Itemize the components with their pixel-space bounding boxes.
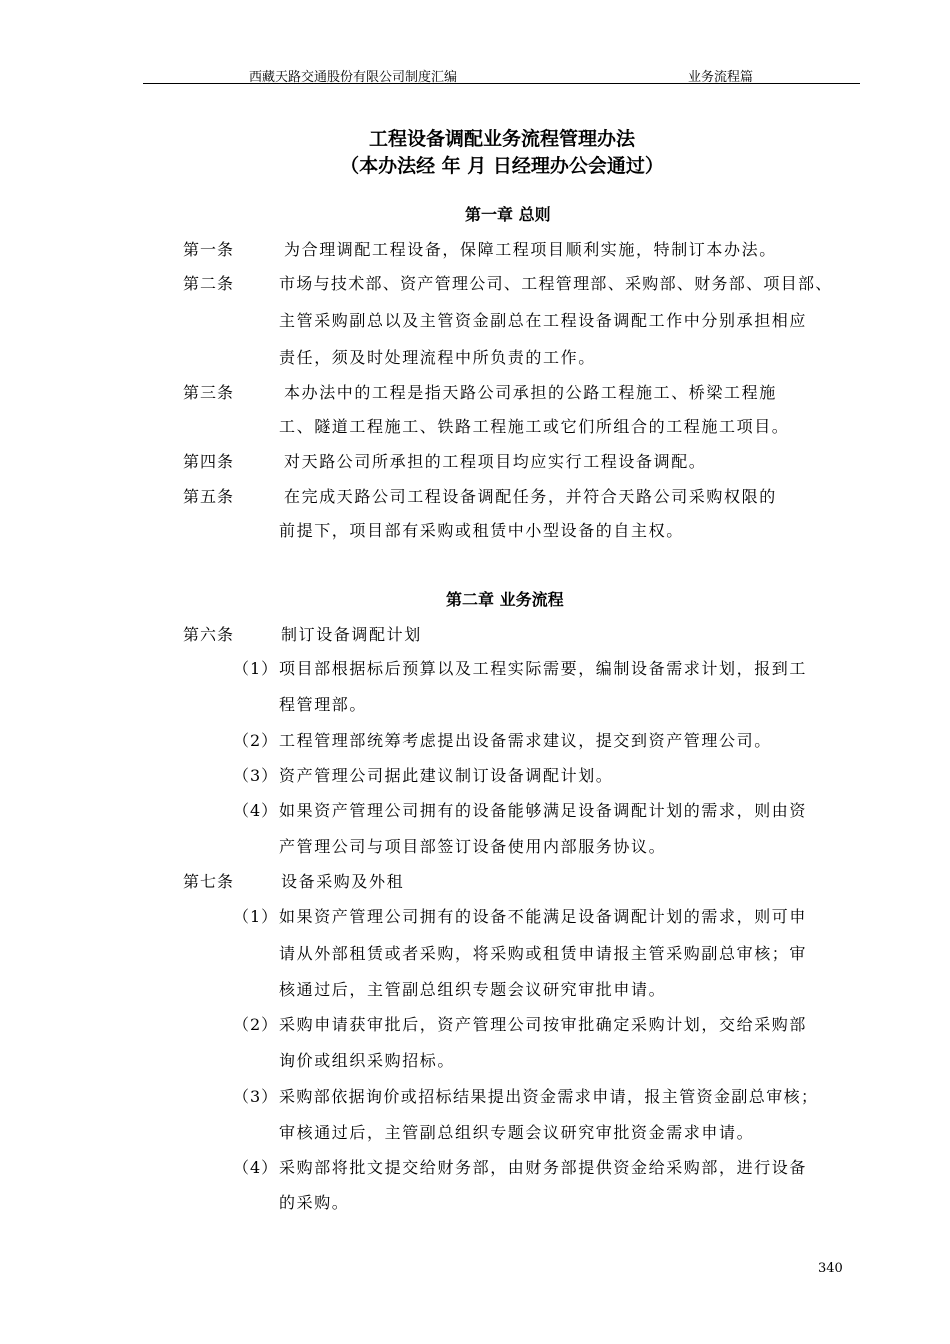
article-7-item-1-line-3: 核通过后，主管副总组织专题会议研究审批申请。 — [279, 980, 667, 999]
chapter-1-heading: 第一章 总则 — [465, 205, 551, 224]
article-7-label: 第七条 — [183, 872, 235, 891]
article-6-title: 制订设备调配计划 — [281, 625, 422, 644]
article-7-item-1-line-1: 如果资产管理公司拥有的设备不能满足设备调配计划的需求，则可申 — [279, 907, 808, 926]
article-6-item-2-line-1: 工程管理部统筹考虑提出设备需求建议，提交到资产管理公司。 — [279, 731, 772, 750]
header-rule — [143, 83, 860, 84]
page-number: 340 — [818, 1261, 843, 1276]
article-6-item-1-number: （1） — [233, 659, 279, 678]
page-subtitle: （本办法经 年 月 日经理办公会通过） — [340, 155, 664, 177]
article-6-item-3-line-1: 资产管理公司据此建议制订设备调配计划。 — [279, 766, 614, 785]
article-7-item-2-line-1: 采购申请获审批后，资产管理公司按审批确定采购计划，交给采购部 — [279, 1015, 808, 1034]
article-2-label: 第二条 — [183, 274, 235, 293]
article-7-item-1-number: （1） — [233, 907, 279, 926]
article-5-text-line-2: 前提下，项目部有采购或租赁中小型设备的自主权。 — [279, 521, 684, 540]
article-5-text-line-1: 在完成天路公司工程设备调配任务，并符合天路公司采购权限的 — [284, 487, 777, 506]
header-company: 西藏天路交通股份有限公司制度汇编 — [249, 70, 458, 85]
article-6-item-1-line-2: 程管理部。 — [279, 695, 368, 714]
article-2-text-line-2: 主管采购副总以及主管资金副总在工程设备调配工作中分别承担相应 — [279, 311, 808, 330]
article-1-text: 为合理调配工程设备，保障工程项目顺利实施，特制订本办法。 — [284, 240, 777, 259]
article-3-label: 第三条 — [183, 383, 235, 402]
article-3-text-line-2: 工、隧道工程施工、铁路工程施工或它们所组合的工程施工项目。 — [279, 417, 790, 436]
article-2-text-line-3: 责任，须及时处理流程中所负责的工作。 — [279, 348, 596, 367]
article-7-item-1-line-2: 请从外部租赁或者采购，将采购或租赁申请报主管采购副总审核；审 — [279, 944, 808, 963]
article-5-label: 第五条 — [183, 487, 235, 506]
article-6-item-2-number: （2） — [233, 731, 279, 750]
article-7-item-2-line-2: 询价或组织采购招标。 — [279, 1051, 456, 1070]
article-7-item-2-number: （2） — [233, 1015, 279, 1034]
article-7-item-4-number: （4） — [233, 1158, 279, 1177]
article-6-item-4-line-2: 产管理公司与项目部签订设备使用内部服务协议。 — [279, 837, 667, 856]
chapter-2-heading: 第二章 业务流程 — [446, 590, 564, 609]
article-6-item-1-line-1: 项目部根据标后预算以及工程实际需要，编制设备需求计划，报到工 — [279, 659, 808, 678]
article-3-text-line-1: 本办法中的工程是指天路公司承担的公路工程施工、桥梁工程施 — [284, 383, 777, 402]
article-6-label: 第六条 — [183, 625, 235, 644]
article-6-item-3-number: （3） — [233, 766, 279, 785]
article-7-item-3-line-2: 审核通过后，主管副总组织专题会议研究审批资金需求申请。 — [279, 1123, 755, 1142]
article-7-item-4-line-1: 采购部将批文提交给财务部，由财务部提供资金给采购部，进行设备 — [279, 1158, 808, 1177]
article-2-text-line-1: 市场与技术部、资产管理公司、工程管理部、采购部、财务部、项目部、 — [279, 274, 833, 293]
page-title: 工程设备调配业务流程管理办法 — [368, 128, 635, 150]
article-6-item-4-number: （4） — [233, 801, 279, 820]
article-6-item-4-line-1: 如果资产管理公司拥有的设备能够满足设备调配计划的需求，则由资 — [279, 801, 808, 820]
article-7-item-3-line-1: 采购部依据询价或招标结果提出资金需求申请，报主管资金副总审核； — [279, 1087, 819, 1106]
article-7-title: 设备采购及外租 — [281, 872, 405, 891]
article-7-item-3-number: （3） — [233, 1087, 279, 1106]
article-4-label: 第四条 — [183, 452, 235, 471]
article-1-label: 第一条 — [183, 240, 235, 259]
article-4-text: 对天路公司所承担的工程项目均应实行工程设备调配。 — [284, 452, 707, 471]
article-7-item-4-line-2: 的采购。 — [279, 1193, 350, 1212]
header-section: 业务流程篇 — [688, 70, 754, 85]
